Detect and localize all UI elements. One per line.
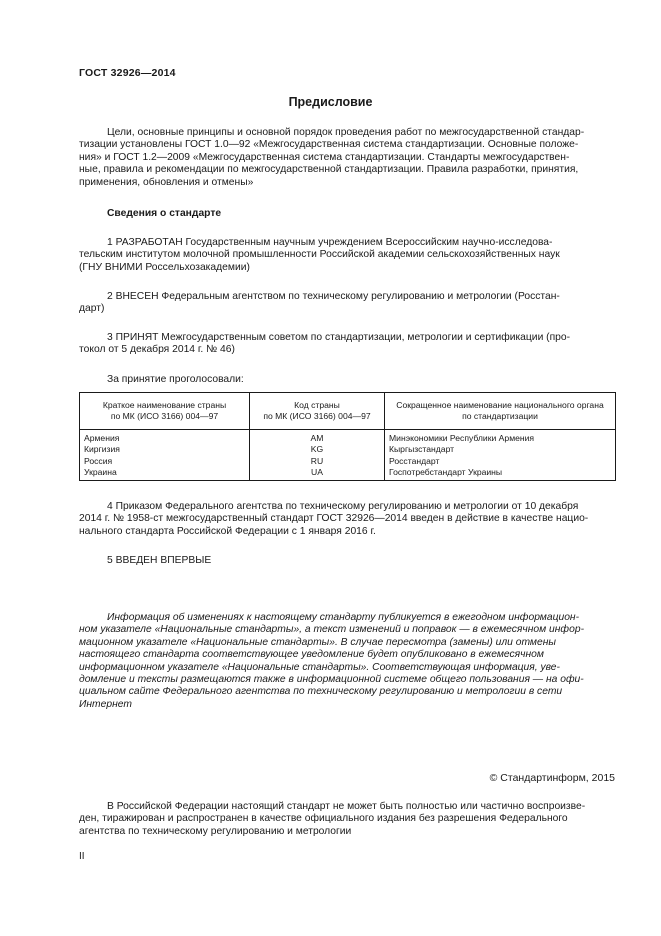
notice-line: мационном указателе «Национальные стандарты». В случае пересмотра (замены) или отмены	[79, 636, 556, 648]
body-cell: Госпотребстандарт Украины	[385, 467, 616, 481]
legal-line: В Российской Федерации настоящий стандарт не может быть полностью или частично воспроизве-	[107, 801, 586, 812]
body-cell: Минэкономики Республики Армения	[385, 430, 616, 445]
item-2-line: 2 ВНЕСЕН Федеральным агентством по техническому регулированию и метрологии (Росстан-	[107, 291, 560, 302]
table-row	[80, 430, 616, 445]
item-4-line: 2014 г. № 1958-ст межгосударственный стандарт ГОСТ 32926—2014 введен в действие в качестве нацио-	[79, 513, 589, 525]
country-cell: Россия	[80, 456, 250, 467]
notice-line: Интернет	[79, 698, 132, 710]
intro-line: тизации установлены ГОСТ 1.0—92 «Межгосударственная система стандартизации. Основные положе-	[79, 139, 579, 151]
body-cell: Кыргызстандарт	[385, 444, 616, 455]
intro-paragraph	[79, 127, 615, 189]
item-4-line: нального стандарта Российской Федерации с 1 января 2016 г.	[79, 525, 376, 537]
notice-line: циальном сайте Федерального агентства по техническому регулированию и метрологии в сети	[79, 686, 563, 698]
item-1-line: тельским институтом молочной промышленности Российской академии сельскохозяйственных наук	[79, 249, 560, 261]
item-1-line: (ГНУ ВНИМИ Россельхозакадемии)	[79, 261, 250, 273]
item-2-line: дарт)	[79, 303, 105, 315]
legal-line: агентства по техническому регулированию и метрологии	[79, 825, 352, 837]
copyright-notice: © Стандартинформ, 2015	[489, 772, 615, 784]
notice-line: Информация об изменениях к настоящему стандарту публикуется в ежегодном информацион-	[107, 612, 580, 623]
document-id: ГОСТ 32926—2014	[79, 67, 176, 79]
code-cell: KG	[250, 444, 385, 455]
notice-line: ном указателе «Национальные стандарты», а текст изменений и поправок — в ежемесячном инфор-	[79, 624, 585, 636]
item-5: 5 ВВЕДЕН ВПЕРВЫЕ	[107, 555, 212, 566]
item-1-line: 1 РАЗРАБОТАН Государственным научным учреждением Всероссийским научно-исследова-	[107, 237, 553, 248]
voting-table	[79, 392, 616, 481]
intro-line: Цели, основные принципы и основной порядок проведения работ по межгосударственной стандар-	[107, 127, 585, 138]
notice-line: домление и тексты размещаются также в информационной системе общего пользования — на офи-	[79, 674, 584, 686]
info-heading: Сведения о стандарте	[107, 208, 222, 219]
table-row	[80, 456, 616, 467]
item-2-paragraph	[79, 291, 615, 316]
notice-line: информационном указателе «Национальные стандарты». Соответствующая информация, уве-	[79, 661, 560, 673]
page-title: Предисловие	[288, 95, 373, 109]
legal-paragraph	[79, 801, 615, 838]
table-header-body: Сокращенное наименование национального органа по стандартизации	[385, 393, 616, 430]
table-header-country: Краткое наименование страны по МК (ИСО 3166) 004—97	[80, 393, 250, 430]
item-3-line: 3 ПРИНЯТ Межгосударственным советом по стандартизации, метрологии и сертификации (про-	[107, 332, 571, 343]
item-1-paragraph	[79, 237, 615, 274]
vote-label: За принятие проголосовали:	[107, 374, 244, 385]
legal-line: ден, тиражирован и распространен в качестве официального издания без разрешения Федерального	[79, 813, 568, 825]
item-3-line: токол от 5 декабря 2014 г. № 46)	[79, 344, 235, 356]
item-3-paragraph	[79, 332, 615, 357]
code-cell: UA	[250, 467, 385, 481]
notice-paragraph	[79, 612, 615, 711]
page-number: II	[79, 851, 85, 862]
country-cell: Киргизия	[80, 444, 250, 455]
intro-line: применения, обновления и отмены»	[79, 176, 254, 188]
item-4-line: 4 Приказом Федерального агентства по техническому регулированию и метрологии от 10 декабря	[107, 501, 579, 512]
code-cell: RU	[250, 456, 385, 467]
item-4-paragraph	[79, 501, 615, 538]
intro-line: ные, правила и рекомендации по межгосударственной стандартизации. Правила разработки, принятия,	[79, 164, 579, 176]
table-row	[80, 444, 616, 455]
country-cell: Украина	[80, 467, 250, 481]
code-cell: AM	[250, 430, 385, 445]
table-row	[80, 467, 616, 481]
country-cell: Армения	[80, 430, 250, 445]
body-cell: Росстандарт	[385, 456, 616, 467]
table-header-code: Код страны по МК (ИСО 3166) 004—97	[250, 393, 385, 430]
intro-line: ния» и ГОСТ 1.2—2009 «Межгосударственная система стандартизации. Стандарты межгосударствен-	[79, 151, 570, 163]
notice-line: настоящего стандарта соответствующее уведомление будет опубликовано в ежемесячном	[79, 649, 544, 661]
table-header-row	[80, 393, 616, 430]
